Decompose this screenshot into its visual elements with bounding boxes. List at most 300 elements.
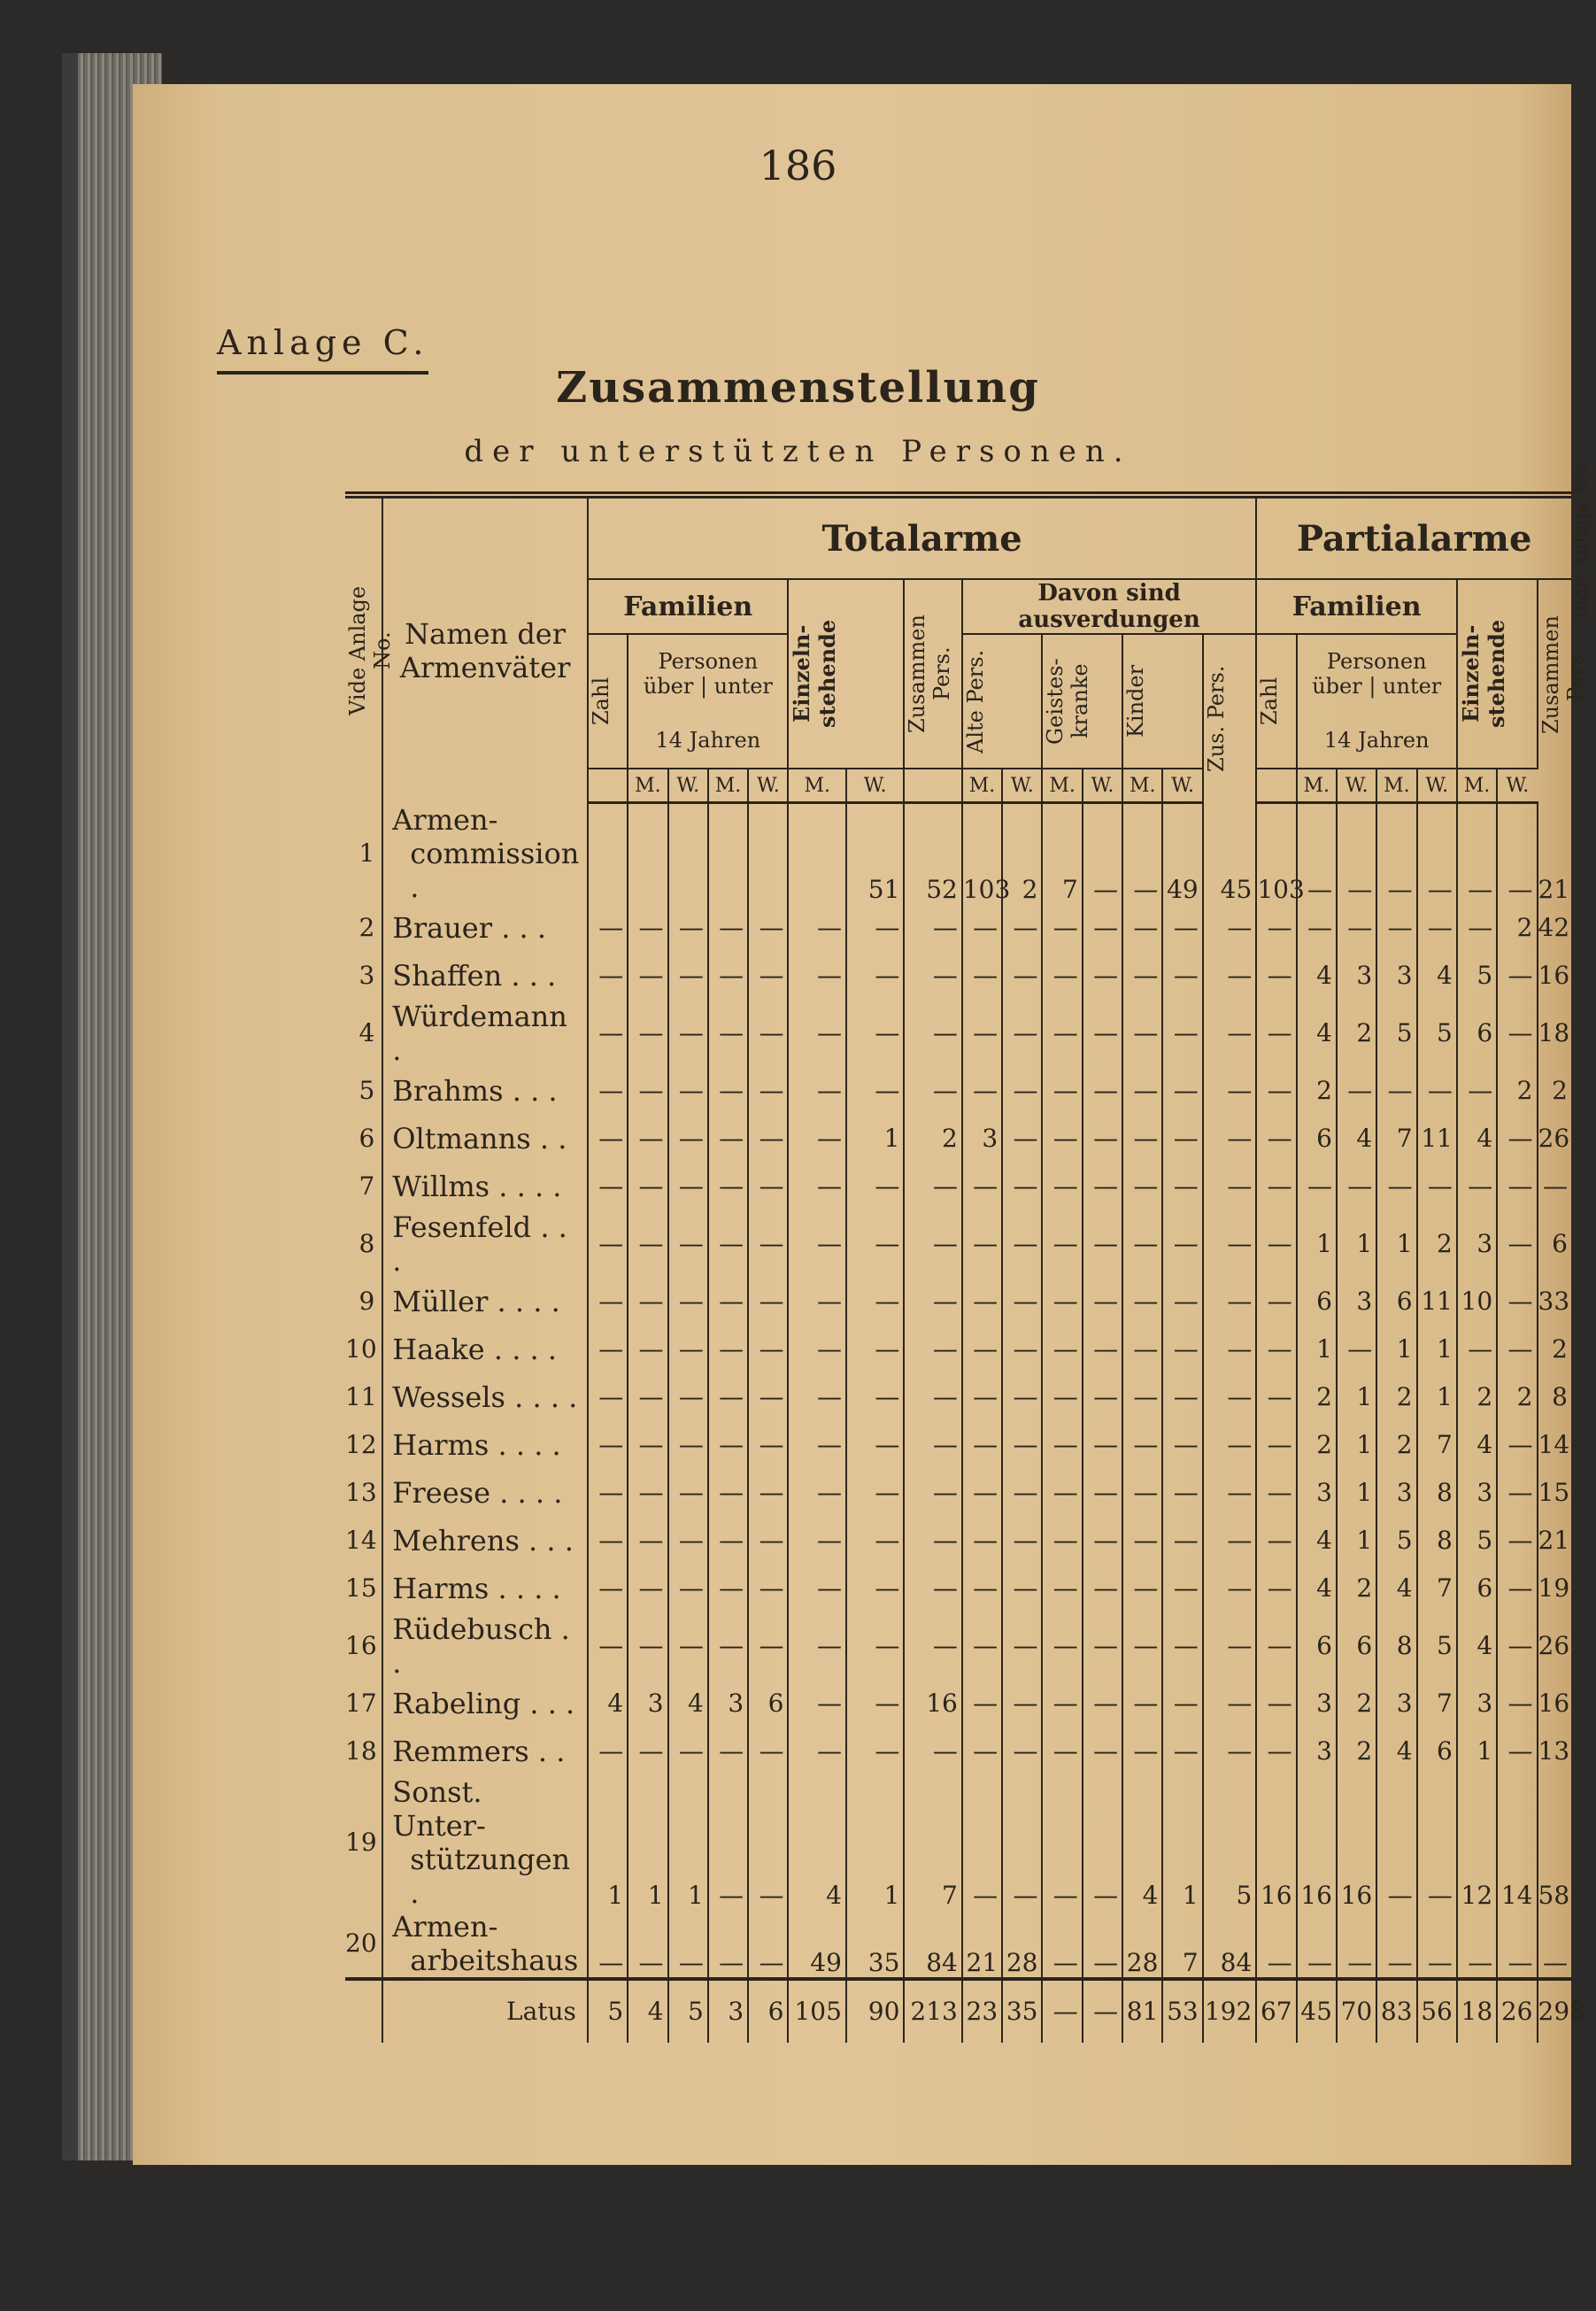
table-cell: — <box>1002 1565 1042 1612</box>
table-cell: — <box>788 904 845 952</box>
page-title: Zusammenstellung <box>556 363 1040 413</box>
table-cell: — <box>788 1067 845 1115</box>
table-cell: — <box>1162 904 1202 952</box>
table-cell: 6 <box>1417 1727 1457 1775</box>
table-cell: — <box>846 1680 904 1727</box>
table-cell: 2 <box>1376 1421 1416 1469</box>
table-cell: — <box>1417 1775 1457 1910</box>
table-cell: — <box>1083 1910 1122 1979</box>
table-cell: 67 <box>1256 1979 1296 2043</box>
table-cell: — <box>846 1421 904 1469</box>
table-row <box>345 1067 1571 1115</box>
table-cell: — <box>788 1115 845 1163</box>
table-cell: — <box>708 1000 748 1067</box>
statistics-table <box>345 491 1588 2043</box>
table-cell: — <box>846 1727 904 1775</box>
table-cell: — <box>708 1373 748 1421</box>
table-cell: — <box>1042 1000 1082 1067</box>
table-cell: 192 <box>1203 1979 1257 2043</box>
table-cell: 49 <box>1162 803 1202 904</box>
table-cell: 8 <box>1538 1373 1572 1421</box>
table-cell: 3 <box>1376 1469 1416 1517</box>
table-cell: 13 <box>1538 1727 1572 1775</box>
table-cell: — <box>962 1612 1002 1680</box>
table-cell: 2 <box>1538 1067 1572 1115</box>
table-cell: — <box>1042 1775 1082 1910</box>
row-number: 20 <box>345 1928 377 1958</box>
table-cell: 7 <box>904 1775 961 1910</box>
armenvater-name: Harms . . . . <box>382 1421 588 1469</box>
table-cell: — <box>1042 1373 1082 1421</box>
table-cell: — <box>1376 1163 1416 1210</box>
table-cell: — <box>748 1612 788 1680</box>
table-cell: 3 <box>1337 1278 1376 1326</box>
table-cell: — <box>668 1727 708 1775</box>
table-cell: 4 <box>1122 1775 1162 1910</box>
table-cell: — <box>1297 904 1337 952</box>
table-cell: — <box>904 1326 961 1373</box>
table-cell: — <box>1042 1517 1082 1565</box>
table-cell: — <box>1256 1163 1296 1210</box>
table-cell: — <box>1256 1421 1296 1469</box>
table-cell: — <box>1203 1210 1257 1278</box>
row-number: 11 <box>345 1382 377 1411</box>
table-cell: — <box>788 1373 845 1421</box>
table-cell: — <box>628 1910 667 1979</box>
table-cell: — <box>962 1517 1002 1565</box>
table-cell: — <box>628 1210 667 1278</box>
table-cell: 15 <box>1538 1469 1572 1517</box>
table-cell: — <box>962 1163 1002 1210</box>
table-cell: — <box>708 1517 748 1565</box>
table-cell: — <box>1376 1775 1416 1910</box>
row-number: 19 <box>345 1828 377 1857</box>
table-cell: — <box>1002 1680 1042 1727</box>
table-cell: — <box>1122 1612 1162 1680</box>
table-cell: 3 <box>1376 952 1416 1000</box>
table-cell: — <box>708 1115 748 1163</box>
header-davon: Davon sind ausverdungen <box>962 579 1256 634</box>
table-cell: — <box>708 952 748 1000</box>
table-cell: — <box>668 1517 708 1565</box>
header-einzeln: Einzeln-stehende <box>788 579 904 769</box>
side-label: Vide Anlage No. <box>1571 460 1593 621</box>
table-cell: — <box>708 1421 748 1469</box>
armenvater-name: Brahms . . . <box>382 1067 588 1115</box>
header-zusammen-partial: Zusammen Pers. <box>1538 579 1572 769</box>
table-cell: — <box>1203 1421 1257 1469</box>
table-cell: 10 <box>1457 1278 1497 1326</box>
table-cell: — <box>1083 803 1122 904</box>
armenvater-name: Freese . . . . <box>382 1469 588 1517</box>
armenvater-name: Armen- arbeitshaus <box>382 1910 588 1979</box>
table-cell: — <box>1122 1421 1162 1469</box>
table-cell: — <box>1083 1163 1122 1210</box>
table-cell: — <box>588 1517 628 1565</box>
table-cell: — <box>1297 803 1337 904</box>
table-cell: 2 <box>1457 1373 1497 1421</box>
table-cell: 1 <box>1337 1421 1376 1469</box>
hdr-m: M. <box>628 769 667 803</box>
table-cell: — <box>1203 1000 1257 1067</box>
table-cell: — <box>628 1517 667 1565</box>
table-cell: 1 <box>588 1775 628 1910</box>
table-cell: — <box>708 1775 748 1910</box>
table-cell: 1 <box>1457 1727 1497 1775</box>
table-cell: 6 <box>748 1979 788 2043</box>
table-row <box>345 1910 1571 1979</box>
table-cell: — <box>1337 1163 1376 1210</box>
table-cell: — <box>628 1278 667 1326</box>
table-row <box>345 952 1571 1000</box>
table-cell: — <box>1002 1612 1042 1680</box>
table-cell: — <box>1497 1565 1537 1612</box>
table-cell: — <box>628 952 667 1000</box>
header-kinder: Kinder <box>1122 634 1203 769</box>
table-cell: 84 <box>1203 1910 1257 1979</box>
table-cell: — <box>668 1469 708 1517</box>
table-cell: — <box>1162 1115 1202 1163</box>
table-cell: — <box>1162 1067 1202 1115</box>
table-cell: 33 <box>1538 1278 1572 1326</box>
row-number: 1 <box>359 839 375 868</box>
table-cell: — <box>1256 1469 1296 1517</box>
table-cell: — <box>708 1326 748 1373</box>
row-number: 15 <box>345 1573 377 1603</box>
table-cell: 42 <box>1538 904 1572 952</box>
table-cell: — <box>962 1775 1002 1910</box>
table-cell: 4 <box>788 1775 845 1910</box>
armenvater-name: Remmers . . <box>382 1727 588 1775</box>
table-cell: 1 <box>1376 1210 1416 1278</box>
table-cell: — <box>588 1373 628 1421</box>
table-cell: 213 <box>904 1979 961 2043</box>
header-zahl-partial: Zahl <box>1256 634 1296 769</box>
table-cell: — <box>1002 1278 1042 1326</box>
table-row <box>345 1775 1571 1910</box>
table-cell: 5 <box>588 1979 628 2043</box>
table-cell: 83 <box>1376 1979 1416 2043</box>
table-cell: 58 <box>1538 1775 1572 1910</box>
table-cell: 11 <box>1417 1115 1457 1163</box>
table-cell: 1 <box>1417 1373 1457 1421</box>
header-personen-partial: Personen über | unter <box>1297 634 1457 712</box>
header-einzeln-partial: Einzeln-stehende <box>1457 579 1538 769</box>
header-totalarme: Totalarme <box>588 495 1256 579</box>
table-cell: — <box>962 1326 1002 1373</box>
table-cell: — <box>962 1469 1002 1517</box>
table-cell: 4 <box>588 1680 628 1727</box>
table-cell: 21 <box>1538 803 1572 904</box>
hdr-m: M. <box>708 769 748 803</box>
table-cell: — <box>1122 803 1162 904</box>
table-cell: — <box>1162 1612 1202 1680</box>
hdr-m: M. <box>788 769 845 803</box>
table-cell: — <box>1002 1326 1042 1373</box>
hdr-w: W. <box>1083 769 1122 803</box>
table-cell: — <box>1122 1163 1162 1210</box>
table-cell: — <box>1297 1910 1337 1979</box>
table-cell: 49 <box>788 1910 845 1979</box>
table-cell: 1 <box>846 1775 904 1910</box>
table-cell: — <box>962 952 1002 1000</box>
table-cell: — <box>748 1210 788 1278</box>
table-cell: — <box>668 1115 708 1163</box>
table-cell: — <box>1497 1163 1537 1210</box>
table-cell: — <box>1083 1373 1122 1421</box>
table-row <box>345 803 1571 904</box>
table-cell: — <box>1256 1067 1296 1115</box>
table-cell <box>668 803 708 904</box>
table-cell: — <box>1497 1000 1537 1067</box>
table-cell: 52 <box>904 803 961 904</box>
table-cell: 14 <box>1538 1421 1572 1469</box>
table-cell: — <box>788 1210 845 1278</box>
table-cell: — <box>1083 1421 1122 1469</box>
table-cell: 51 <box>846 803 904 904</box>
table-cell: — <box>1203 1163 1257 1210</box>
armenvater-name: Mehrens . . . <box>382 1517 588 1565</box>
table-cell: — <box>1256 1517 1296 1565</box>
table-cell: — <box>1162 1421 1202 1469</box>
table-row <box>345 1680 1571 1727</box>
table-cell: 35 <box>1002 1979 1042 2043</box>
table-cell: 1 <box>1376 1326 1416 1373</box>
table-cell: — <box>1497 1680 1537 1727</box>
table-cell: — <box>668 904 708 952</box>
row-number: 16 <box>345 1631 377 1660</box>
table-cell: — <box>1042 904 1082 952</box>
table-cell: 21 <box>1538 1517 1572 1565</box>
table-cell: — <box>1203 1727 1257 1775</box>
row-number: 18 <box>345 1736 377 1766</box>
table-cell: — <box>628 1163 667 1210</box>
table-cell: — <box>1122 1373 1162 1421</box>
table-cell: — <box>1497 1910 1537 1979</box>
table-cell: — <box>1497 1469 1537 1517</box>
header-familien-partial: Familien <box>1256 579 1457 634</box>
table-cell: 35 <box>846 1910 904 1979</box>
armenvater-name: Willms . . . . <box>382 1163 588 1210</box>
table-cell: 5 <box>1376 1000 1416 1067</box>
table-cell: — <box>788 1565 845 1612</box>
table-row <box>345 1727 1571 1775</box>
table-cell: — <box>628 1469 667 1517</box>
table-cell: — <box>1497 1727 1537 1775</box>
row-number <box>345 1979 382 2043</box>
table-cell: — <box>1122 1326 1162 1373</box>
table-cell: 4 <box>1417 952 1457 1000</box>
table-cell: — <box>1083 1326 1122 1373</box>
armenvater-name: Würdemann . <box>382 1000 588 1067</box>
hdr-m: M. <box>1457 769 1497 803</box>
table-cell: — <box>1042 1210 1082 1278</box>
table-cell: 45 <box>1203 803 1257 904</box>
table-cell: — <box>1042 1067 1082 1115</box>
table-cell: 2 <box>1297 1373 1337 1421</box>
table-cell: — <box>708 1910 748 1979</box>
table-cell: — <box>628 1000 667 1067</box>
row-number: 10 <box>345 1334 377 1364</box>
table-cell: — <box>1256 1727 1296 1775</box>
table-cell <box>628 803 667 904</box>
table-cell: — <box>1162 1373 1202 1421</box>
table-cell: 7 <box>1162 1910 1202 1979</box>
table-cell: 1 <box>1297 1210 1337 1278</box>
table-cell: — <box>1256 1910 1296 1979</box>
table-cell: — <box>1162 1680 1202 1727</box>
table-cell: 18 <box>1538 1000 1572 1067</box>
table-row <box>345 1421 1571 1469</box>
table-cell: 103 <box>1256 803 1296 904</box>
table-row <box>345 904 1571 952</box>
table-cell: 3 <box>628 1680 667 1727</box>
row-number: 2 <box>359 913 375 942</box>
table-cell: — <box>788 1680 845 1727</box>
hdr-w: W. <box>1497 769 1537 803</box>
table-cell: 16 <box>1538 952 1572 1000</box>
table-cell: — <box>1256 904 1296 952</box>
table-cell: — <box>846 1612 904 1680</box>
header-zahl: Zahl <box>588 634 628 769</box>
table-cell: — <box>1002 1067 1042 1115</box>
row-number: 4 <box>359 1018 375 1047</box>
hdr-w: W. <box>748 769 788 803</box>
table-cell: — <box>1376 1067 1416 1115</box>
table-cell: 4 <box>1457 1421 1497 1469</box>
table-cell: — <box>588 1115 628 1163</box>
table-cell: — <box>1162 1727 1202 1775</box>
table-cell: 2 <box>904 1115 961 1163</box>
table-cell: — <box>1203 1469 1257 1517</box>
table-cell: — <box>846 1000 904 1067</box>
table-cell: — <box>1042 1163 1082 1210</box>
table-cell: 6 <box>1457 1000 1497 1067</box>
table-cell: — <box>1122 1565 1162 1612</box>
armenvater-name: Rüdebusch . . <box>382 1612 588 1680</box>
table-cell: — <box>668 1910 708 1979</box>
table-cell: 3 <box>1457 1469 1497 1517</box>
table-cell: 7 <box>1042 803 1082 904</box>
table-cell: — <box>1002 1210 1042 1278</box>
table-cell: — <box>904 1000 961 1067</box>
table-cell: 5 <box>1417 1612 1457 1680</box>
table-cell: — <box>1002 1421 1042 1469</box>
table-cell: — <box>1083 1565 1122 1612</box>
table-cell: — <box>748 1373 788 1421</box>
table-cell: — <box>1203 952 1257 1000</box>
table-cell: — <box>1083 1278 1122 1326</box>
table-cell: 2 <box>1497 1067 1537 1115</box>
table-cell: — <box>1042 1115 1082 1163</box>
table-cell: 2 <box>1337 1680 1376 1727</box>
table-cell: — <box>1457 803 1497 904</box>
armenvater-name: Armen- commission . <box>382 803 588 904</box>
table-cell: — <box>788 1469 845 1517</box>
table-cell: 8 <box>1417 1469 1457 1517</box>
hdr-zahl-mw <box>588 769 628 803</box>
table-cell: — <box>1002 1373 1042 1421</box>
table-cell: — <box>588 952 628 1000</box>
latus-row <box>345 1979 1571 2043</box>
table-cell: — <box>788 1278 845 1326</box>
table-cell: — <box>1457 1163 1497 1210</box>
hdr-w: W. <box>846 769 904 803</box>
table-cell: 81 <box>1122 1979 1162 2043</box>
table-cell: 16 <box>1337 1775 1376 1910</box>
table-cell: 18 <box>1457 1979 1497 2043</box>
table-row <box>345 1163 1571 1210</box>
table-cell: — <box>1122 1517 1162 1565</box>
table-cell: — <box>1002 904 1042 952</box>
table-cell: — <box>708 904 748 952</box>
table-cell: — <box>1256 1210 1296 1278</box>
hdr-zahl-mw-p <box>1256 769 1296 803</box>
table-cell: 1 <box>628 1775 667 1910</box>
table-cell: — <box>1162 1163 1202 1210</box>
table-cell: 6 <box>1297 1278 1337 1326</box>
armenvater-name: Harms . . . . <box>382 1565 588 1612</box>
table-cell: — <box>904 1373 961 1421</box>
table-cell: 3 <box>1376 1680 1416 1727</box>
table-cell: 3 <box>1297 1469 1337 1517</box>
table-cell: — <box>748 1910 788 1979</box>
table-cell: — <box>1337 1067 1376 1115</box>
hdr-m: M. <box>962 769 1002 803</box>
table-cell: — <box>1203 1517 1257 1565</box>
table-cell: — <box>1083 1775 1122 1910</box>
table-cell: — <box>788 1421 845 1469</box>
table-cell: 90 <box>846 1979 904 2043</box>
table-cell: — <box>708 1067 748 1115</box>
table-cell: — <box>1122 1680 1162 1727</box>
table-cell: — <box>1002 1163 1042 1210</box>
table-cell: 2 <box>1538 1326 1572 1373</box>
table-cell: — <box>628 1565 667 1612</box>
table-cell: — <box>1297 1163 1337 1210</box>
row-number: 6 <box>359 1124 375 1153</box>
table-cell: — <box>788 1517 845 1565</box>
table-cell: — <box>1083 1680 1122 1727</box>
table-cell: — <box>748 904 788 952</box>
table-cell: — <box>1162 1469 1202 1517</box>
table-cell: — <box>1002 1727 1042 1775</box>
table-cell: — <box>1417 904 1457 952</box>
table-cell: — <box>1457 904 1497 952</box>
table-cell: — <box>628 1067 667 1115</box>
armenvater-name: Haake . . . . <box>382 1326 588 1373</box>
table-cell: — <box>628 1421 667 1469</box>
table-cell: 16 <box>1538 1680 1572 1727</box>
table-cell: — <box>1497 803 1537 904</box>
table-row <box>345 1210 1571 1278</box>
anlage-label: Anlage C. <box>217 323 428 375</box>
table-cell: 11 <box>1417 1278 1457 1326</box>
table-cell: — <box>1122 1210 1162 1278</box>
header-zuspers: Zus. Pers. <box>1203 634 1257 803</box>
table-cell: 2 <box>1297 1067 1337 1115</box>
table-cell: — <box>748 1000 788 1067</box>
table-cell: — <box>1256 1000 1296 1067</box>
table-cell: — <box>846 952 904 1000</box>
table-cell: 4 <box>1297 1517 1337 1565</box>
header-alte: Alte Pers. <box>962 634 1043 769</box>
table-cell: 103 <box>962 803 1002 904</box>
table-cell: — <box>668 952 708 1000</box>
armenvater-name: Fesenfeld . . . <box>382 1210 588 1278</box>
table-cell <box>708 803 748 904</box>
table-cell: — <box>904 1421 961 1469</box>
